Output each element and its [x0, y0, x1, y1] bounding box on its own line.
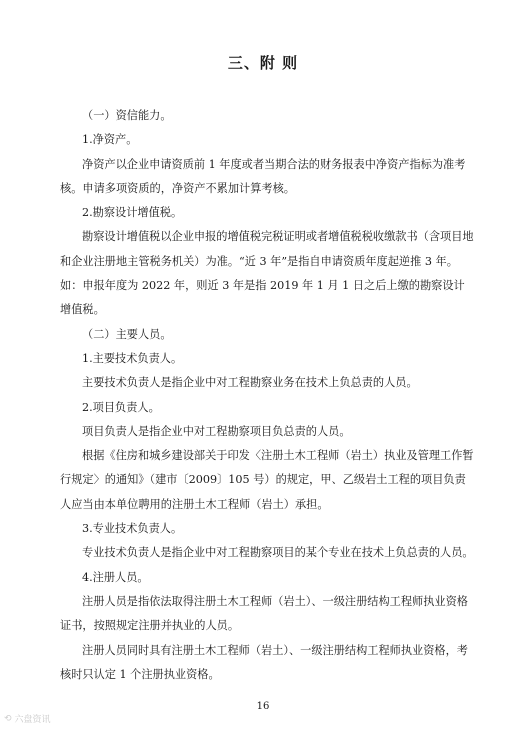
paragraph: 1.净资产。 [82, 133, 138, 147]
paragraph: 注册人员是指依法取得注册土木工程师（岩土）、一级注册结构工程师执业资格证书，按照规定注册并执业的人员。 [60, 594, 468, 633]
paragraph: 勘察设计增值税以企业申报的增值税完税证明或者增值税税收缴款书（含项目地和企业注册地主管税务机关）为准。“近 3 年”是指自申请资质年度起逆推 3 年。如：申报年度为 2022 年，则近 3 年是指 2019 年 1 月 1 日之后上缴的勘察设计增值税。 [60, 230, 474, 317]
paragraph: 1.主要技术负责人。 [82, 351, 183, 365]
page-number: 16 [256, 701, 270, 712]
paragraph: 4.注册人员。 [82, 570, 149, 584]
watermark-logo-icon: ⟲ [4, 713, 12, 724]
paragraph: 2.项目负责人。 [82, 400, 160, 414]
paragraph: 注册人员同时具有注册土木工程师（岩土）、一级注册结构工程师执业资格，考核时只认定 1 个注册执业资格。 [60, 643, 468, 681]
page-title: 三、附 则 [227, 54, 299, 72]
watermark-text: 六盘资讯 [14, 715, 51, 725]
paragraph: 2.勘察设计增值税。 [82, 206, 183, 220]
watermark [4, 712, 51, 725]
paragraph: 专业技术负责人是指企业中对工程勘察项目的某个专业在技术上负总责的人员。 [82, 546, 474, 560]
paragraph: 主要技术负责人是指企业中对工程勘察业务在技术上负总责的人员。 [82, 376, 418, 390]
paragraph: 项目负责人是指企业中对工程勘察项目负总责的人员。 [82, 424, 351, 438]
paragraph: （二）主要人员。 [82, 327, 172, 341]
body-text [60, 104, 474, 687]
paragraph: （一）资信能力。 [82, 109, 172, 122]
paragraph: 根据《住房和城乡建设部关于印发〈注册土木工程师（岩土）执业及管理工作暂行规定〉的通知》（建市〔2009〕105 号）的规定，甲、乙级岩土工程的项目负责人应当由本单位聘用的注册土木工程师（岩土）承担。 [60, 449, 474, 511]
paragraph: 3.专业技术负责人。 [82, 522, 183, 536]
paragraph: 净资产以企业申请资质前 1 年度或者当期合法的财务报表中净资产指标为准考核。申请多项资质的，净资产不累加计算考核。 [60, 157, 466, 195]
